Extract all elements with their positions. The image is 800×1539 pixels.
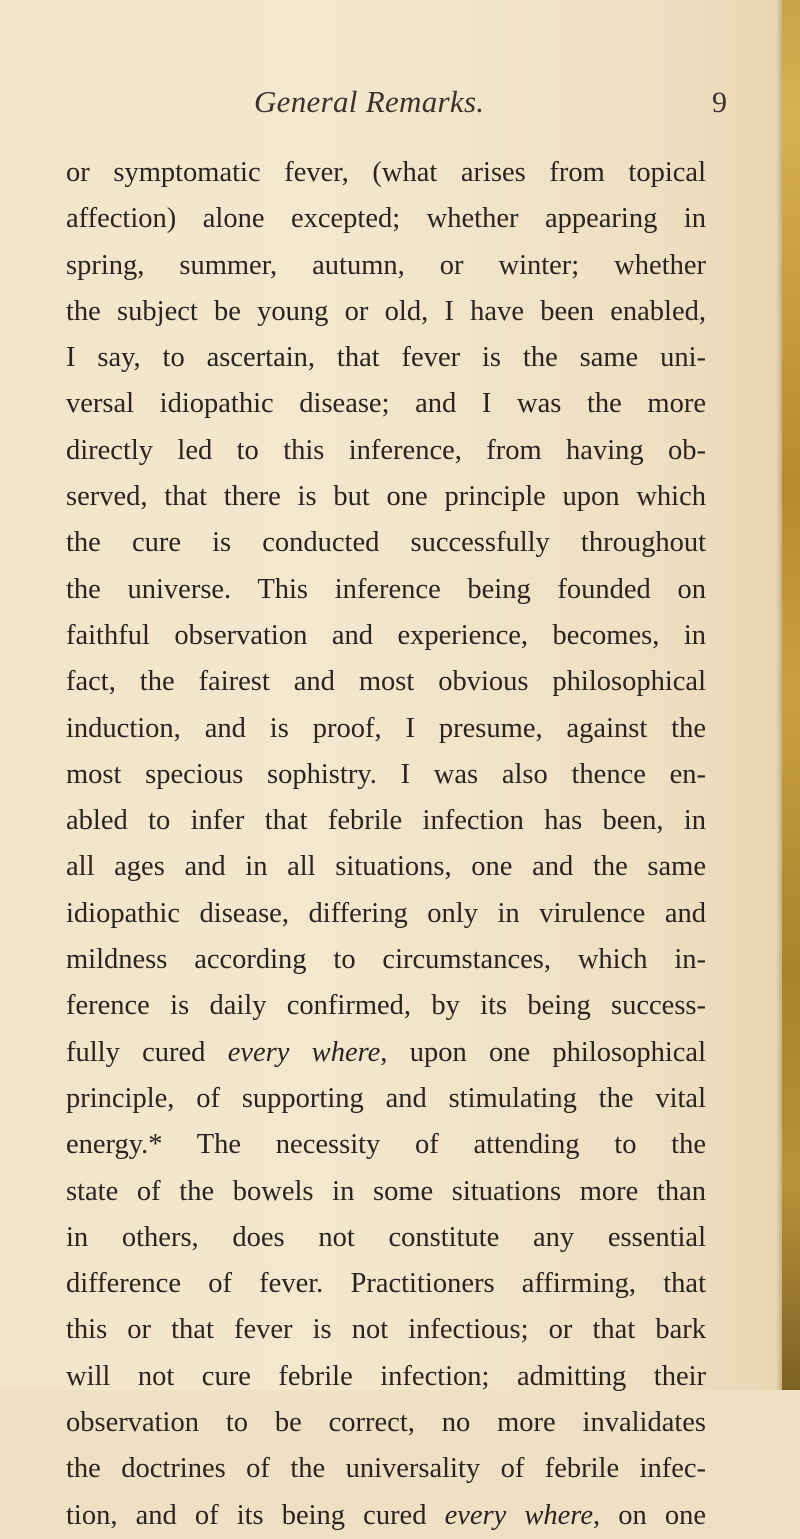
text-line: affection) alone excepted; whether appearing in [66, 203, 706, 235]
text-line: in others, does not constitute any essential [66, 1221, 706, 1253]
text-line: energy.* The necessity of attending to the [66, 1129, 706, 1161]
text-line: the universe. This inference being founded on [66, 573, 706, 605]
body-text [66, 150, 706, 1539]
text-line: state of the bowels in some situations more than [66, 1175, 706, 1207]
page-header [0, 84, 782, 124]
italic-segment: every where [444, 1499, 593, 1531]
text-line: versal idiopathic disease; and I was the more [66, 388, 706, 420]
text-line: induction, and is proof, I presume, against the [66, 712, 706, 744]
text-segment: fully cured [66, 1036, 228, 1068]
text-line: will not cure febrile infection; admitting their [66, 1360, 706, 1392]
text-line: the doctrines of the universality of febrile infec- [66, 1453, 706, 1485]
text-segment: tion, and of its being cured [66, 1499, 445, 1531]
text-line: spring, summer, autumn, or winter; whether [66, 249, 706, 281]
text-line: faithful observation and experience, becomes, in [66, 619, 706, 651]
text-line: principle, of supporting and stimulating the vital [66, 1082, 706, 1114]
text-line: the subject be young or old, I have been enabled, [66, 295, 706, 327]
text-segment: , upon one philosophical [380, 1036, 706, 1068]
text-line: the cure is conducted successfully throughout [66, 527, 706, 559]
text-line: ference is daily confirmed, by its being success- [66, 990, 706, 1022]
text-segment: , on one [592, 1499, 706, 1531]
running-title: General Remarks. [254, 84, 485, 119]
text-line: most specious sophistry. I was also thence en- [66, 758, 706, 790]
text-line: mildness according to circumstances, which in- [66, 944, 706, 976]
text-line: idiopathic disease, differing only in virulence and [66, 897, 706, 929]
text-line: abled to infer that febrile infection has been, in [66, 805, 706, 837]
text-line: observation to be correct, no more invalidates [66, 1407, 706, 1439]
text-line: served, that there is but one principle upon which [66, 481, 706, 513]
italic-segment: every where [227, 1036, 381, 1068]
text-line: directly led to this inference, from having ob- [66, 434, 706, 466]
text-line: or symptomatic fever, (what arises from topical [66, 157, 706, 188]
text-line [66, 1493, 706, 1539]
text-line: I say, to ascertain, that fever is the same uni- [66, 342, 706, 374]
page-number: 9 [712, 86, 727, 119]
text-line: difference of fever. Practitioners affirming, that [66, 1268, 706, 1300]
text-line [66, 1030, 706, 1076]
text-line: fact, the fairest and most obvious philosophical [66, 666, 706, 698]
text-line: this or that fever is not infectious; or that bark [66, 1314, 706, 1346]
page-edge-binding [782, 0, 800, 1390]
text-line: all ages and in all situations, one and the same [66, 851, 706, 883]
